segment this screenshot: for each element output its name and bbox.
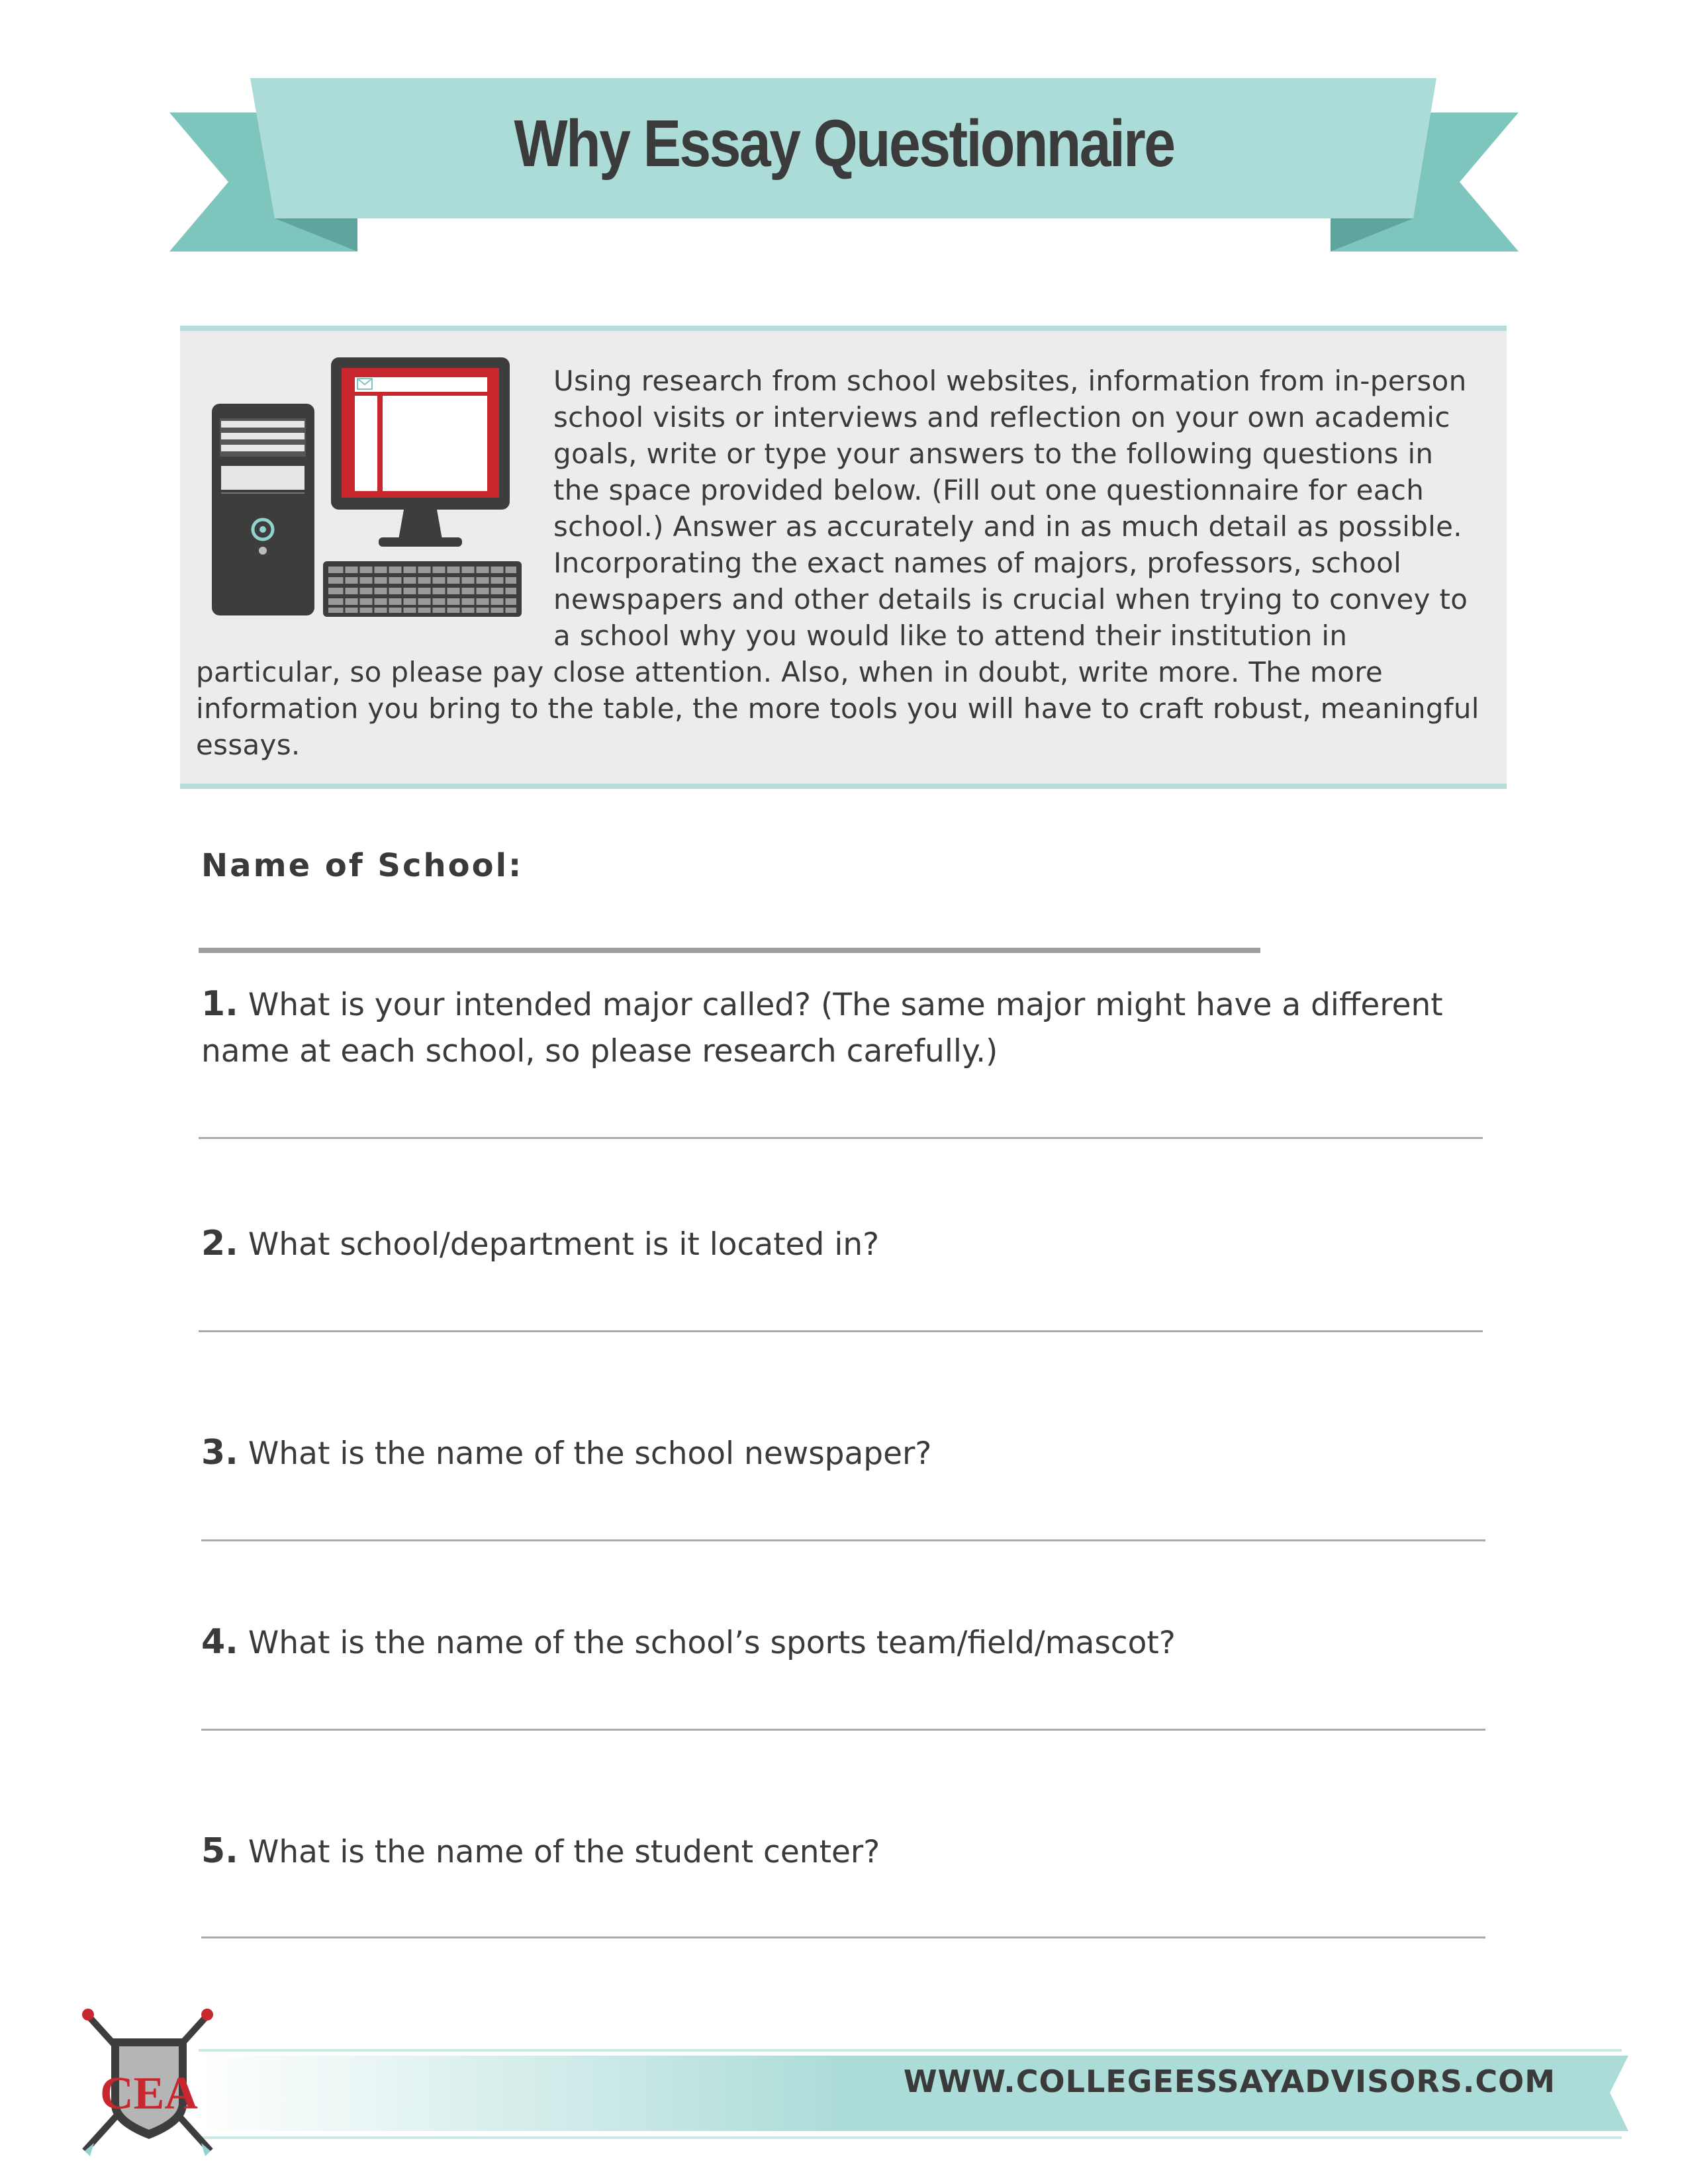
website-url[interactable]: WWW.COLLEGEESSAYADVISORS.COM [903,2064,1556,2099]
question-1 [201,981,1499,1075]
question-5 [201,1828,1499,1876]
answer-2-line[interactable] [199,1330,1483,1332]
answer-5-line[interactable] [201,1936,1485,1938]
answer-1-line[interactable] [199,1137,1483,1139]
intro-text: Using research from school websites, information from in-person school visits or interviews and reflection on your own academic goals, write or type your answers to the following questions in the space provided below. (Fill out one questionnaire for each school.) Answer as accurately and in as much detail as possible. Incorporating the exact names of majors, professors, school newspapers and other details is crucial when trying to convey to a school why you would like to attend their institution in particular, so please pay close attention. Also, when in doubt, write more. The more information you bring to the table, the more tools you will have to craft robust, meaningful essays. [196,365,1479,761]
answer-3-line[interactable] [201,1539,1485,1541]
answer-4-line[interactable] [201,1729,1485,1731]
question-number: 2. [201,1224,238,1263]
question-3 [201,1430,1499,1477]
school-name-label: Name of School: [201,847,524,884]
cea-logo-text: CEA [100,2068,198,2119]
question-text: What is the name of the student center? [248,1834,880,1870]
question-4 [201,1619,1499,1666]
question-number: 5. [201,1831,238,1871]
question-number: 1. [201,984,238,1024]
question-number: 3. [201,1433,238,1473]
question-text: What school/department is it located in? [248,1226,880,1263]
question-text: What is your intended major called? (The same major might have a different name at each school, so please research carefully.) [201,987,1443,1069]
intro-paragraph [196,363,1487,763]
question-text: What is the name of the school newspaper? [248,1435,932,1472]
question-number: 4. [201,1622,238,1662]
question-text: What is the name of the school’s sports team/field/mascot? [248,1625,1176,1661]
question-2 [201,1220,1499,1268]
school-name-field[interactable] [199,948,1260,953]
page-title: Why Essay Questionnaire [514,107,1174,181]
